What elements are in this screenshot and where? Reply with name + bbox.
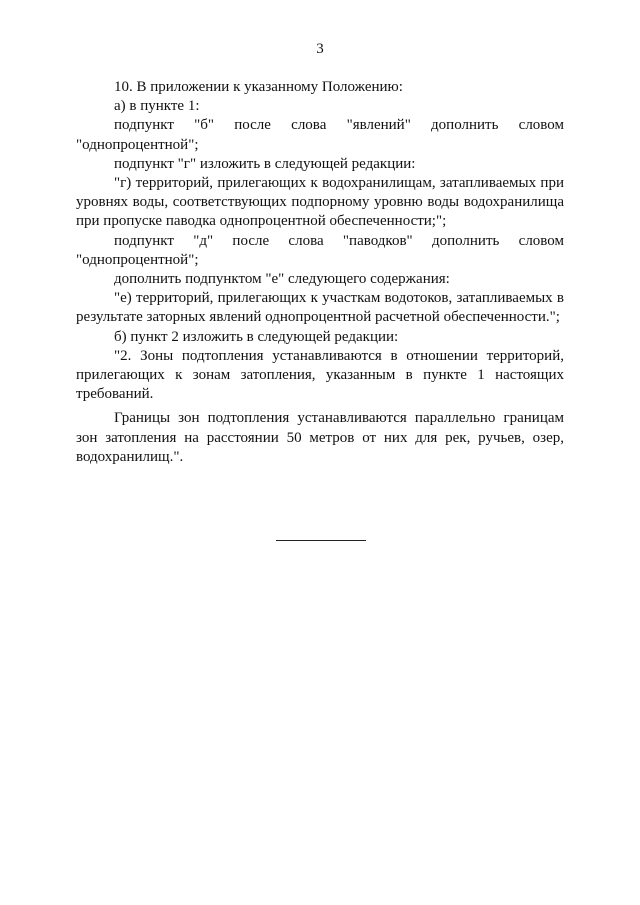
paragraph-subpoint-g-intro: подпункт "г" изложить в следующей редакции: xyxy=(114,155,416,172)
end-rule xyxy=(276,540,366,541)
paragraph-subpoint-d: подпункт "д" после слова "паводков" дополнить словом "однопроцентной"; xyxy=(76,232,564,268)
document-body xyxy=(76,78,564,467)
paragraph-subitem-b: б) пункт 2 изложить в следующей редакции: xyxy=(114,328,399,345)
paragraph-subpoint-g-text: "г) территорий, прилегающих к водохранилищам, затапливаемых при уровнях воды, соответствующих подпорному уровню воды водохранилища при пропуске паводка однопроцентной обеспеченности;"; xyxy=(76,175,564,230)
paragraph-subpoint-e-text: "е) территорий, прилегающих к участкам водотоков, затапливаемых в результате заторных явлений однопроцентной расчетной обеспеченности."; xyxy=(76,290,564,326)
paragraph-boundaries: Границы зон подтопления устанавливаются параллельно границам зон затопления на расстоянии 50 метров от них для рек, ручьев, озер, водохранилищ.". xyxy=(76,410,564,465)
paragraph-subpoint-e-intro: дополнить подпунктом "е" следующего содержания: xyxy=(114,271,450,288)
paragraph-subpoint-b: подпункт "б" после слова "явлений" дополнить словом "однопроцентной"; xyxy=(76,117,564,153)
paragraph-subitem-a: а) в пункте 1: xyxy=(114,98,200,115)
page-number: 3 xyxy=(316,41,324,57)
paragraph-point-2-text: "2. Зоны подтопления устанавливаются в отношении территорий, прилегающих к зонам затопления, указанным в пункте 1 настоящих требований. xyxy=(76,347,564,403)
paragraph-item-10: 10. В приложении к указанному Положению: xyxy=(114,79,403,95)
